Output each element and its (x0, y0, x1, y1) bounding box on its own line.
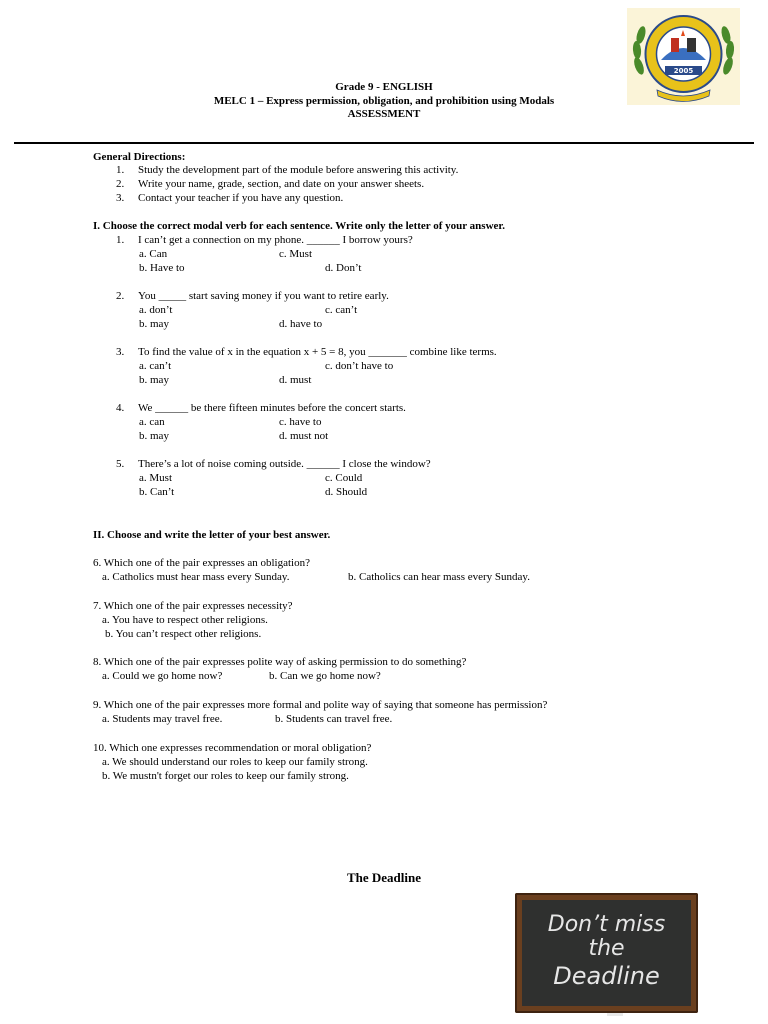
direction-text: Write your name, grade, section, and date on your answer sheets. (138, 178, 425, 190)
choice-b: b. may (139, 374, 169, 386)
question-number: 3. (116, 346, 125, 358)
question-text: 10. Which one expresses recommendation or moral obligation? (93, 742, 372, 754)
choice-d: d. must not (279, 430, 329, 442)
header-divider (14, 142, 754, 144)
general-directions-title: General Directions: (93, 151, 186, 163)
choice-d: d. Don’t (325, 262, 362, 274)
direction-number: 3. (116, 192, 125, 204)
choice-b: b. Catholics can hear mass every Sunday. (348, 571, 530, 583)
question-text: 6. Which one of the pair expresses an obligation? (93, 557, 310, 569)
choice-c: c. Must (279, 248, 312, 260)
choice-c: c. can’t (325, 304, 358, 316)
choice-b: b. You can’t respect other religions. (105, 628, 262, 640)
seal-year: 2005 (673, 67, 694, 75)
choice-a: a. Students may travel free. (102, 713, 223, 725)
choice-b: b. Students can travel free. (275, 713, 393, 725)
choice-a: a. can’t (139, 360, 172, 372)
question-text: 9. Which one of the pair expresses more formal and polite way of saying that someone has permission? (93, 699, 548, 711)
choice-a: a. You have to respect other religions. (102, 614, 268, 626)
choice-a: a. Can (139, 248, 168, 260)
board-line: the (588, 936, 625, 961)
choice-b: b. may (139, 430, 169, 442)
direction-number: 2. (116, 178, 125, 190)
choice-d: d. have to (279, 318, 323, 330)
choice-b: b. Can’t (139, 486, 175, 498)
question-text: We ______ be there fifteen minutes before the concert starts. (138, 402, 406, 414)
question-number: 5. (116, 458, 125, 470)
direction-text: Study the development part of the module before answering this activity. (138, 164, 459, 176)
choice-a: a. can (139, 416, 165, 428)
choice-b: b. may (139, 318, 169, 330)
choice-a: a. don’t (139, 304, 173, 316)
question-text: 8. Which one of the pair expresses polite way of asking permission to do something? (93, 656, 467, 668)
board-line: Don’t miss (547, 912, 666, 937)
choice-d: d. Should (325, 486, 368, 498)
direction-text: Contact your teacher if you have any question. (138, 192, 344, 204)
choice-b: b. Have to (139, 262, 185, 274)
chalk-icon (607, 1013, 623, 1016)
choice-c: c. don’t have to (325, 360, 394, 372)
part1-instruction: I. Choose the correct modal verb for each sentence. Write only the letter of your answer. (93, 220, 506, 232)
question-number: 1. (116, 234, 125, 246)
question-text: There’s a lot of noise coming outside. ______ I close the window? (138, 458, 431, 470)
choice-a: a. Could we go home now? (102, 670, 223, 682)
melc-title: MELC 1 – Express permission, obligation, and prohibition using Modals (213, 95, 555, 107)
choice-c: c. Could (325, 472, 363, 484)
part2-instruction: II. Choose and write the letter of your best answer. (93, 529, 331, 541)
choice-a: a. Must (139, 472, 172, 484)
choice-c: c. have to (279, 416, 322, 428)
assessment-title: ASSESSMENT (347, 108, 421, 120)
question-number: 2. (116, 290, 125, 302)
choice-b: b. Can we go home now? (269, 670, 381, 682)
choice-a: a. We should understand our roles to keep our family strong. (102, 756, 368, 768)
board-line: Deadline (553, 962, 660, 990)
direction-number: 1. (116, 164, 125, 176)
question-number: 4. (116, 402, 125, 414)
chalkboard-icon (515, 893, 698, 1013)
question-text: You _____ start saving money if you want to retire early. (138, 290, 389, 302)
grade-subject-title: Grade 9 - ENGLISH (335, 81, 433, 93)
question-text: I can’t get a connection on my phone. ______ I borrow yours? (138, 234, 413, 246)
choice-a: a. Catholics must hear mass every Sunday. (102, 571, 290, 583)
question-text: To find the value of x in the equation x + 5 = 8, you _______ combine like terms. (138, 346, 497, 358)
deadline-title: The Deadline (346, 870, 422, 885)
choice-d: d. must (279, 374, 312, 386)
question-text: 7. Which one of the pair expresses necessity? (93, 600, 293, 612)
choice-b: b. We mustn't forget our roles to keep our family strong. (102, 770, 349, 782)
